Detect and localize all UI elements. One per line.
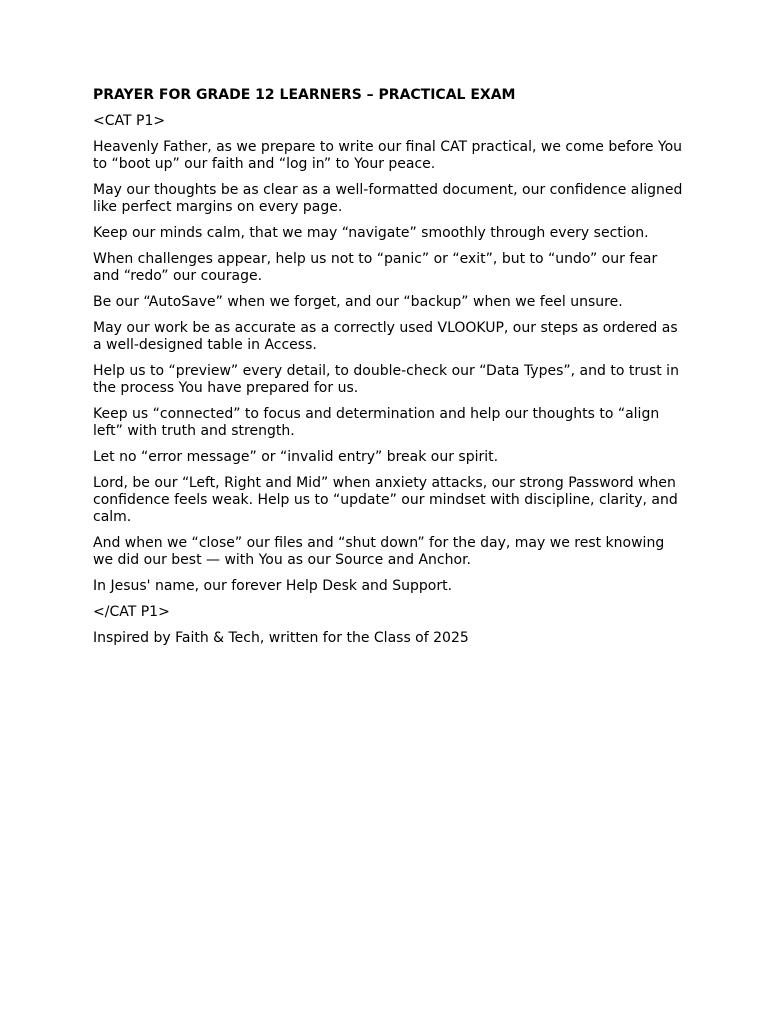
paragraph-open-tag: <CAT P1> [93,113,166,129]
paragraph: Help us to “preview” every detail, to double-check our “Data Types”, and to trust in the process You have prepared for us. [93,363,679,396]
paragraph: Let no “error message” or “invalid entry” break our spirit. [93,449,499,465]
document-page [93,87,683,656]
paragraph: May our work be as accurate as a correctly used VLOOKUP, our steps as ordered as a well-designed table in Access. [93,320,678,353]
paragraph: And when we “close” our files and “shut down” for the day, may we rest knowing we did our best — with You as our Source and Anchor. [93,535,665,568]
paragraph: Heavenly Father, as we prepare to write our final CAT practical, we come before You to “boot up” our faith and “log in” to Your peace. [93,139,683,172]
document-title: PRAYER FOR GRADE 12 LEARNERS – PRACTICAL EXAM [93,87,516,103]
paragraph: Be our “AutoSave” when we forget, and our “backup” when we feel unsure. [93,294,623,310]
paragraph: In Jesus' name, our forever Help Desk and Support. [93,578,453,594]
paragraph: Keep our minds calm, that we may “navigate” smoothly through every section. [93,225,649,241]
paragraph: May our thoughts be as clear as a well-formatted document, our confidence aligned like perfect margins on every page. [93,182,683,215]
paragraph: When challenges appear, help us not to “panic” or “exit”, but to “undo” our fear and “redo” our courage. [93,251,658,284]
paragraph-close-tag: </CAT P1> [93,604,170,620]
paragraph: Lord, be our “Left, Right and Mid” when anxiety attacks, our strong Password when confidence feels weak. Help us to “update” our mindset with discipline, clarity, and calm. [93,475,678,525]
footer-note: Inspired by Faith & Tech, written for the Class of 2025 [93,630,469,646]
paragraph: Keep us “connected” to focus and determination and help our thoughts to “align left” with truth and strength. [93,406,660,439]
